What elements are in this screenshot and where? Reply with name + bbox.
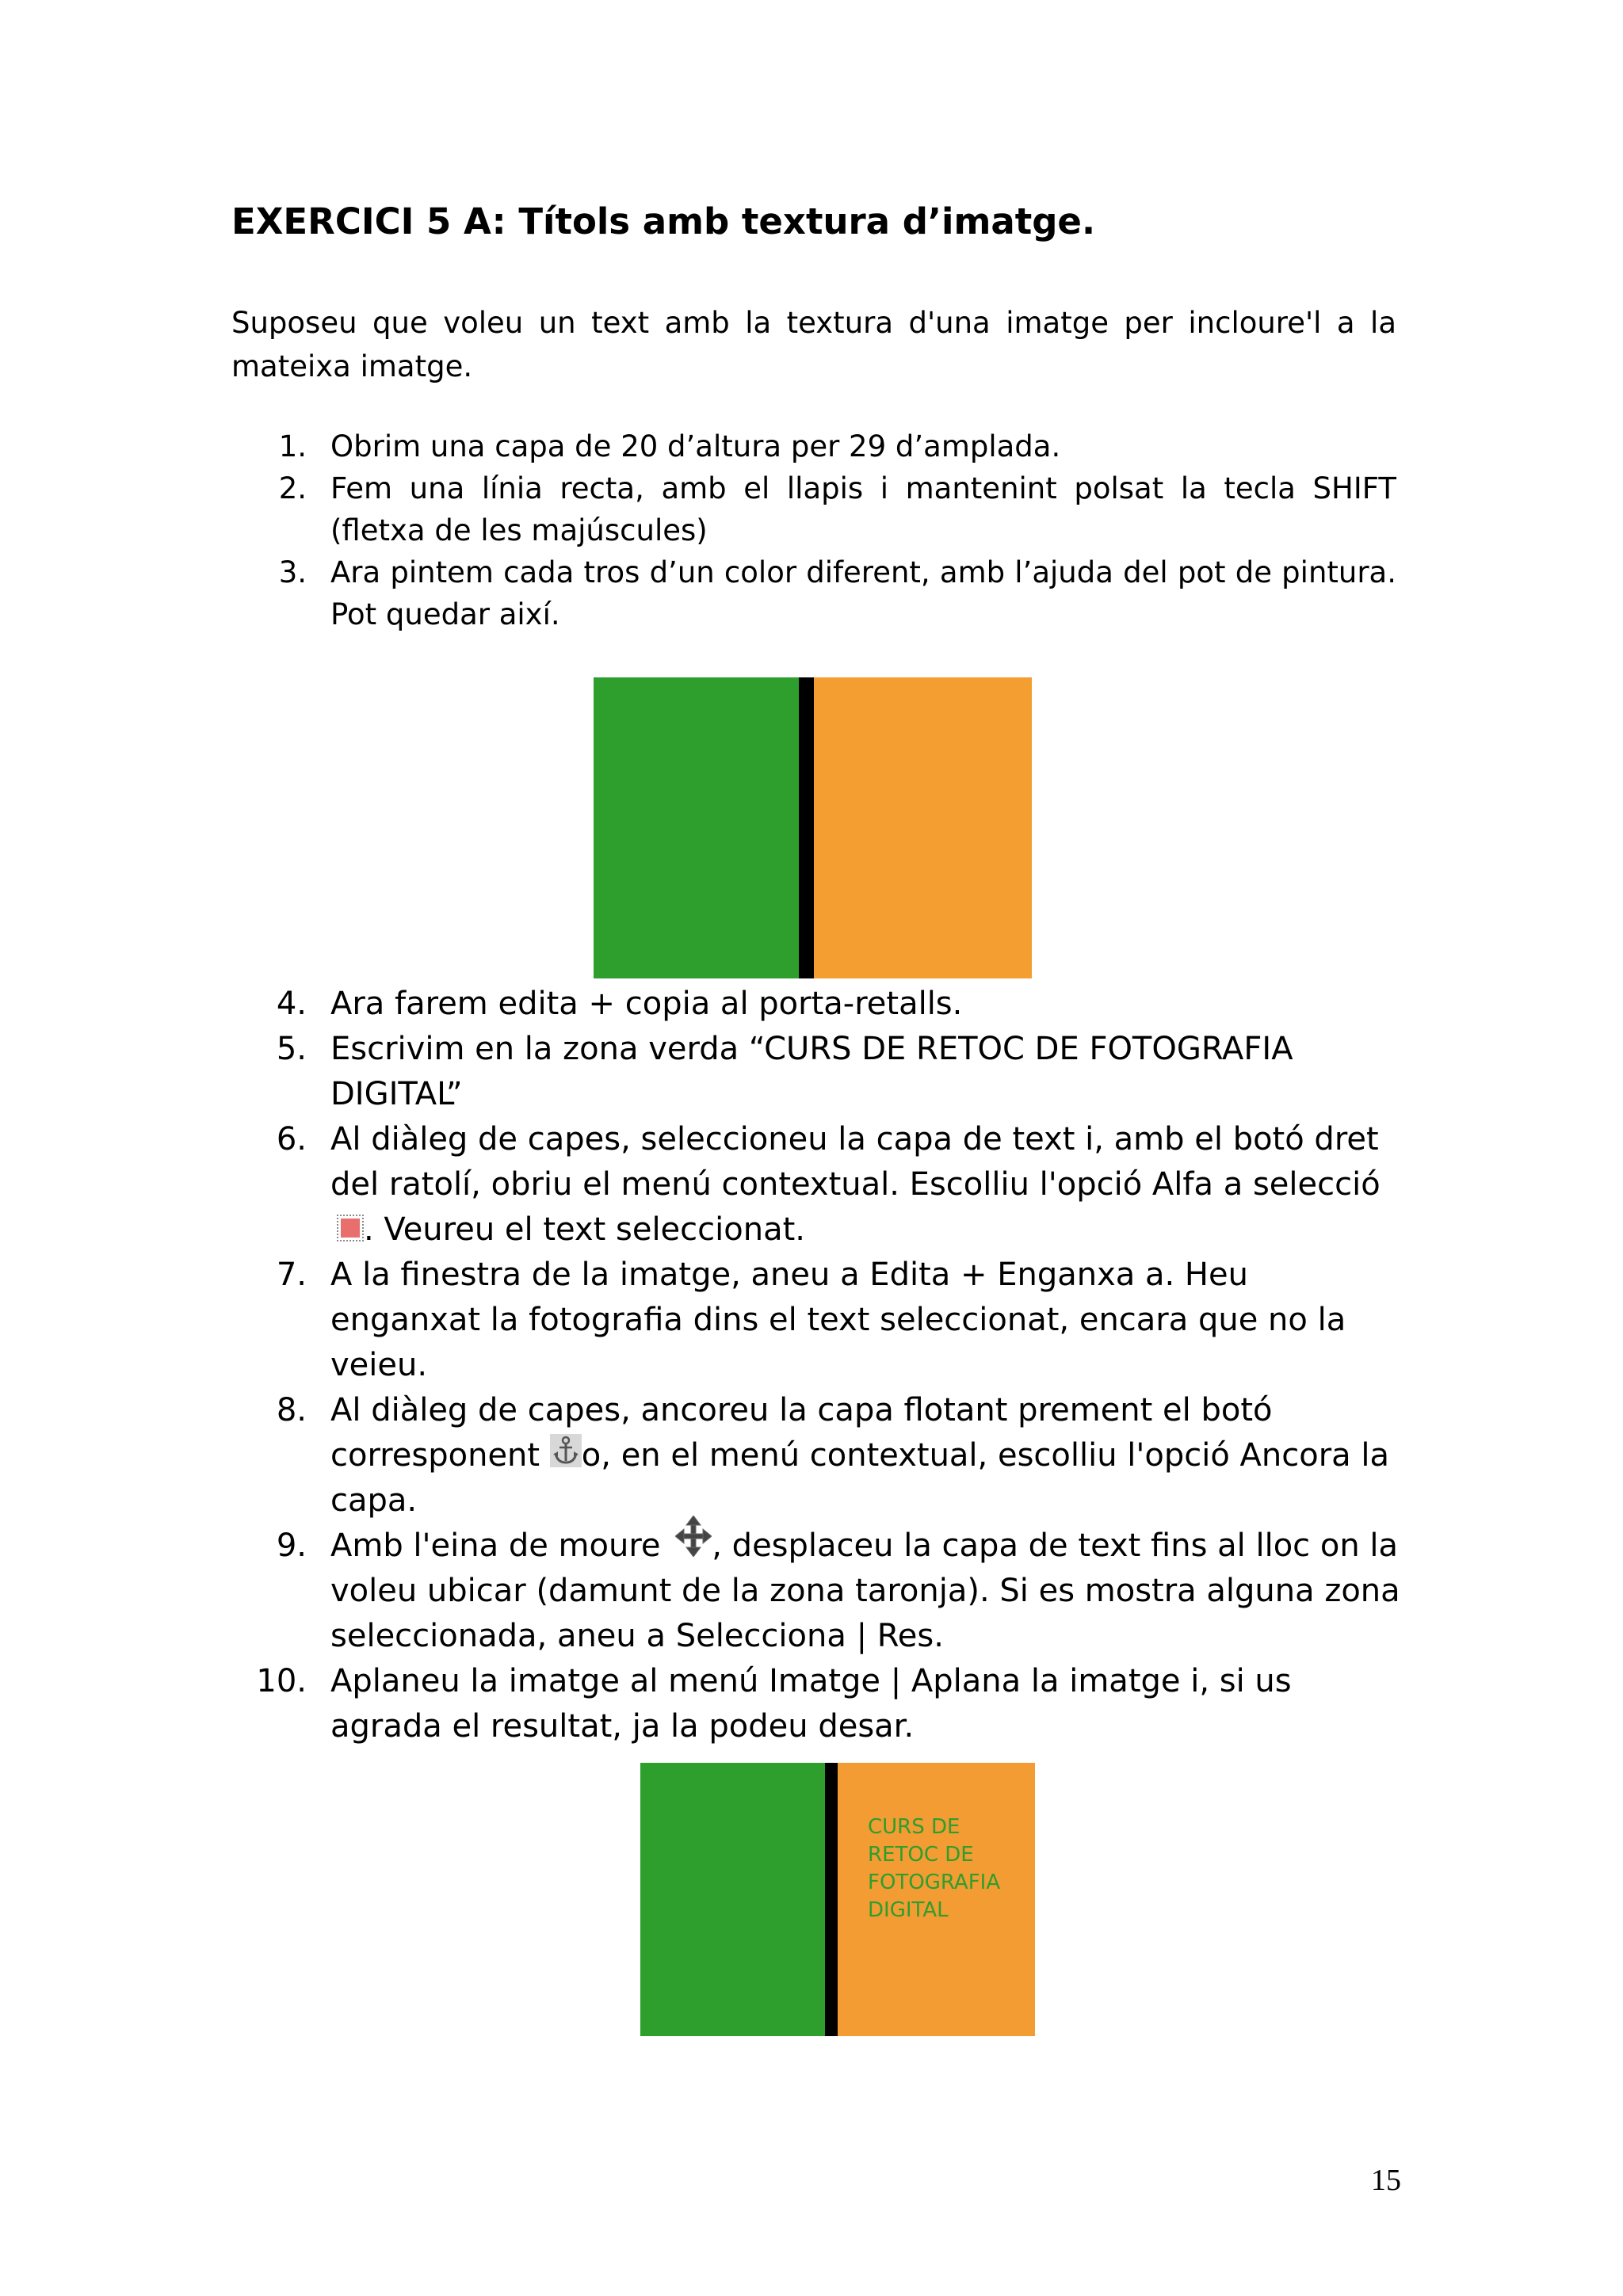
list-item — [231, 1659, 1404, 1749]
list-item — [231, 1117, 1404, 1253]
result-text-line: CURS DE — [868, 1815, 960, 1839]
page-number: 15 — [1371, 2164, 1401, 2197]
anchor-icon — [550, 1434, 582, 1467]
step-text: Aplaneu la imatge al menú Imatge | Aplana la imatge i, si us agrada el resultat, ja la podeu desar. — [330, 1663, 1292, 1745]
step-number: 10. — [256, 1663, 307, 1699]
step-text: Obrim una capa de 20 d’altura per 29 d’amplada. — [330, 429, 1061, 463]
orange-region — [814, 677, 1032, 978]
black-line — [799, 677, 814, 978]
list-item — [231, 467, 1396, 551]
intro-paragraph: Suposeu que voleu un text amb la textura d'una imatge per incloure'l a la mateixa imatge. — [231, 306, 1396, 383]
green-region — [594, 677, 799, 978]
step-text-after-icon: . Veureu el text seleccionat. — [364, 1211, 805, 1248]
step-text: A la finestra de la imatge, aneu a Edita + Enganxa a. Heu enganxat la fotografia dins el text seleccionat, encara que no la veieu. — [330, 1257, 1346, 1383]
green-region — [640, 1763, 825, 2036]
step-text-after-icon: , desplaceu la capa de text fins al lloc on la voleu ubicar (damunt de la zona taronja). Si es mostra alguna zona seleccionada, aneu a Selecciona | Res. — [330, 1527, 1400, 1654]
steps-list-part1 — [231, 425, 1396, 635]
step-text-before-icon: Al diàleg de capes, ancoreu la capa flotant prement el botó corresponent — [330, 1392, 1273, 1474]
list-item — [231, 1253, 1404, 1388]
page-title: EXERCICI 5 A: Títols amb textura d’imatge. — [231, 200, 1096, 242]
result-image-figure — [640, 1763, 1035, 2036]
step-number: 4. — [276, 986, 307, 1022]
result-text-line: FOTOGRAFIA — [868, 1871, 1001, 1894]
step-text-before-icon: Amb l'eina de moure — [330, 1527, 671, 1564]
list-item — [231, 1388, 1404, 1524]
list-item — [231, 1524, 1404, 1659]
step-number: 7. — [276, 1257, 307, 1293]
result-text-line: DIGITAL — [868, 1898, 949, 1922]
step-text-after-icon: o, en el menú contextual, escolliu l'opció Ancora la capa. — [330, 1437, 1390, 1519]
black-line — [825, 1763, 838, 2036]
step-text-before-icon: Al diàleg de capes, seleccioneu la capa de text i, amb el botó dret del ratolí, obriu el menú contextual. Escolliu l'opció Alfa a selecció — [330, 1121, 1381, 1203]
step-number: 8. — [276, 1392, 307, 1428]
step-number: 5. — [276, 1031, 307, 1067]
alpha-to-selection-icon — [337, 1215, 364, 1241]
step-number: 6. — [276, 1121, 307, 1158]
step-text: Ara pintem cada tros d’un color diferent, amb l’ajuda del pot de pintura. Pot quedar així. — [330, 555, 1396, 631]
step-number: 3. — [278, 555, 307, 589]
step-number: 1. — [278, 429, 307, 463]
step-number: 2. — [278, 471, 307, 505]
color-layer-figure — [594, 677, 1032, 978]
list-item — [231, 1027, 1404, 1117]
list-item — [231, 982, 1404, 1027]
step-text: Escrivim en la zona verda “CURS DE RETOC DE FOTOGRAFIA DIGITAL” — [330, 1031, 1293, 1112]
list-item — [231, 551, 1396, 635]
step-number: 9. — [276, 1527, 307, 1564]
result-image-text — [868, 1814, 1026, 1924]
step-text: Fem una línia recta, amb el llapis i mantenint polsat la tecla SHIFT (fletxa de les majúscules) — [330, 471, 1396, 547]
result-text-line: RETOC DE — [868, 1843, 974, 1867]
list-item — [231, 425, 1396, 467]
move-tool-icon — [675, 1516, 712, 1557]
steps-list-part2 — [231, 982, 1404, 1749]
step-text: Ara farem edita + copia al porta-retalls. — [330, 986, 963, 1022]
